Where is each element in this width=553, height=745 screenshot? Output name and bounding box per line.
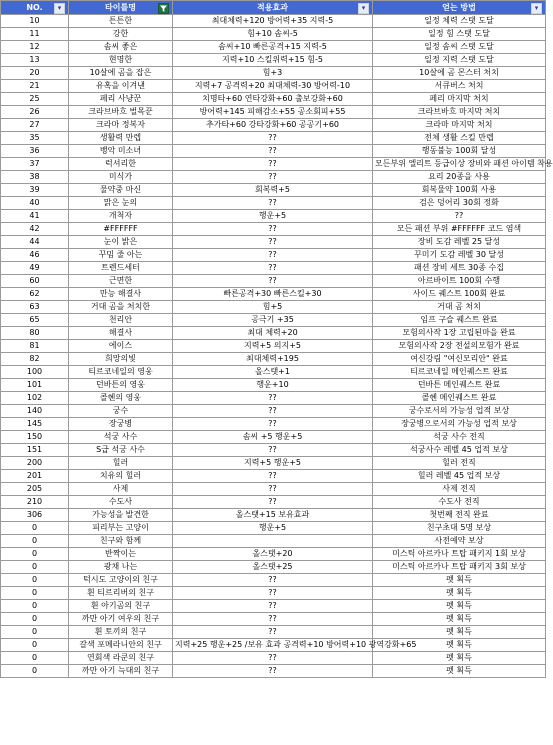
no-cell[interactable]: 81 xyxy=(1,340,69,353)
no-cell[interactable]: 210 xyxy=(1,496,69,509)
title-cell[interactable]: 던바튼의 영웅 xyxy=(69,379,173,392)
effect-cell[interactable]: ?? xyxy=(173,158,373,171)
title-cell[interactable]: 까만 아기 여우의 친구 xyxy=(69,613,173,626)
no-cell[interactable]: 102 xyxy=(1,392,69,405)
no-cell[interactable]: 151 xyxy=(1,444,69,457)
how-cell[interactable]: 펫 획득 xyxy=(373,639,546,652)
title-cell[interactable]: 튼튼한 xyxy=(69,15,173,28)
effect-cell[interactable]: ?? xyxy=(173,132,373,145)
effect-cell[interactable]: ?? xyxy=(173,665,373,678)
no-cell[interactable]: 0 xyxy=(1,639,69,652)
how-cell[interactable]: 수도사 전직 xyxy=(373,496,546,509)
title-cell[interactable]: 유혹을 이겨낸 xyxy=(69,80,173,93)
no-cell[interactable]: 100 xyxy=(1,366,69,379)
table-row xyxy=(1,301,546,314)
how-cell[interactable]: 석궁사수 레벨 45 업적 보상 xyxy=(373,444,546,457)
table-row xyxy=(1,197,546,210)
effect-cell[interactable]: ?? xyxy=(173,652,373,665)
effect-cell[interactable]: ?? xyxy=(173,145,373,158)
table-row xyxy=(1,15,546,28)
header-effect-label: 적용효과 xyxy=(257,2,288,12)
no-cell[interactable]: 306 xyxy=(1,509,69,522)
filter-dropdown-icon[interactable]: ▾ xyxy=(531,3,542,14)
effect-cell[interactable]: 행운+10 xyxy=(173,379,373,392)
table-row xyxy=(1,535,546,548)
how-cell[interactable]: 아르바이트 100회 수행 xyxy=(373,275,546,288)
title-cell[interactable]: 치유의 힐러 xyxy=(69,470,173,483)
effect-cell[interactable]: 행운+5 xyxy=(173,210,373,223)
title-cell[interactable]: 티르코네일의 영웅 xyxy=(69,366,173,379)
how-cell[interactable]: 페리 마지막 처치 xyxy=(373,93,546,106)
no-cell[interactable]: 36 xyxy=(1,145,69,158)
title-cell[interactable]: 크라브바흐 벌목꾼 xyxy=(69,106,173,119)
table-row xyxy=(1,262,546,275)
no-cell[interactable]: 201 xyxy=(1,470,69,483)
how-cell[interactable]: 사전예약 보상 xyxy=(373,535,546,548)
how-cell[interactable]: 10살에 곰 몬스터 처치 xyxy=(373,67,546,80)
title-cell[interactable]: #FFFFFF xyxy=(69,223,173,236)
effect-cell[interactable]: ?? xyxy=(173,574,373,587)
no-cell[interactable]: 42 xyxy=(1,223,69,236)
how-cell[interactable]: 일정 솜씨 스탯 도달 xyxy=(373,41,546,54)
table-row xyxy=(1,600,546,613)
table-row xyxy=(1,613,546,626)
no-cell[interactable]: 82 xyxy=(1,353,69,366)
effect-cell[interactable]: 추가타+60 강타강화+60 공공기+60 xyxy=(173,119,373,132)
no-cell[interactable]: 0 xyxy=(1,587,69,600)
title-cell[interactable]: 궁수 xyxy=(69,405,173,418)
table-row xyxy=(1,444,546,457)
table-row xyxy=(1,418,546,431)
effect-cell[interactable]: ?? xyxy=(173,470,373,483)
effect-cell[interactable]: ?? xyxy=(173,587,373,600)
how-cell[interactable]: 크라마 마지막 처치 xyxy=(373,119,546,132)
how-cell[interactable]: 친구초대 5명 보상 xyxy=(373,522,546,535)
no-cell[interactable]: 25 xyxy=(1,93,69,106)
title-cell[interactable]: 친구와 함께 xyxy=(69,535,173,548)
effect-cell[interactable]: 지력+5 의지+5 xyxy=(173,340,373,353)
title-cell[interactable]: 흰 토끼의 친구 xyxy=(69,626,173,639)
effect-cell[interactable]: 최대 체력+20 xyxy=(173,327,373,340)
table-row xyxy=(1,132,546,145)
title-cell[interactable]: 흰 티르리버의 친구 xyxy=(69,587,173,600)
title-cell[interactable]: 사제 xyxy=(69,483,173,496)
how-cell[interactable]: 일정 체력 스탯 도달 xyxy=(373,15,546,28)
title-cell[interactable]: 수도사 xyxy=(69,496,173,509)
header-no-label: NO. xyxy=(26,2,43,12)
table-row xyxy=(1,379,546,392)
title-cell[interactable]: 연회색 라쿤의 친구 xyxy=(69,652,173,665)
how-cell[interactable]: 서큐버스 처치 xyxy=(373,80,546,93)
table-row xyxy=(1,470,546,483)
no-cell[interactable]: 0 xyxy=(1,522,69,535)
no-cell[interactable]: 205 xyxy=(1,483,69,496)
effect-cell[interactable]: 방어력+145 피해감소+55 공소회피+55 xyxy=(173,106,373,119)
how-cell[interactable]: 펫 획득 xyxy=(373,600,546,613)
effect-cell[interactable]: 솜씨+10 빠른공격+15 지력-5 xyxy=(173,41,373,54)
no-cell[interactable]: 62 xyxy=(1,288,69,301)
how-cell[interactable]: 꾸미기 도감 레벨 30 달성 xyxy=(373,249,546,262)
how-cell[interactable]: ?? xyxy=(373,210,546,223)
title-cell[interactable]: 거대 곰을 처치한 xyxy=(69,301,173,314)
how-cell[interactable]: 첫번째 전직 완료 xyxy=(373,509,546,522)
no-cell[interactable]: 13 xyxy=(1,54,69,67)
how-cell[interactable]: 모든 패션 부위 #FFFFFF 코드 염색 xyxy=(373,223,546,236)
effect-cell[interactable]: 치명타+60 연타강화+60 출보강화+60 xyxy=(173,93,373,106)
title-cell[interactable]: 꾸밈 줄 아는 xyxy=(69,249,173,262)
effect-cell[interactable]: ?? xyxy=(173,613,373,626)
effect-cell[interactable]: 올스탯+20 xyxy=(173,548,373,561)
effect-cell[interactable]: 솜씨 +5 행운+5 xyxy=(173,431,373,444)
no-cell[interactable]: 80 xyxy=(1,327,69,340)
no-cell[interactable]: 0 xyxy=(1,535,69,548)
table-row xyxy=(1,496,546,509)
table-row xyxy=(1,353,546,366)
header-no[interactable] xyxy=(1,1,69,15)
no-cell[interactable]: 21 xyxy=(1,80,69,93)
effect-cell[interactable]: 지력+7 공격력+20 최대체력-30 방어력-10 xyxy=(173,80,373,93)
how-cell[interactable]: 미스틱 아르카나 트탑 패키지 3회 보상 xyxy=(373,561,546,574)
effect-cell[interactable]: 행운+5 xyxy=(173,522,373,535)
title-cell[interactable]: 맑은 눈의 xyxy=(69,197,173,210)
how-cell[interactable]: 패션 장비 세트 30종 수집 xyxy=(373,262,546,275)
table-row xyxy=(1,145,546,158)
no-cell[interactable]: 0 xyxy=(1,600,69,613)
no-cell[interactable]: 39 xyxy=(1,184,69,197)
filter-dropdown-icon[interactable]: ▾ xyxy=(358,3,369,14)
how-cell[interactable]: 힐러 레벨 45 업적 보상 xyxy=(373,470,546,483)
no-cell[interactable]: 0 xyxy=(1,613,69,626)
how-cell[interactable]: 힐러 전직 xyxy=(373,457,546,470)
effect-cell[interactable]: ?? xyxy=(173,496,373,509)
no-cell[interactable]: 27 xyxy=(1,119,69,132)
title-cell[interactable]: 장궁병 xyxy=(69,418,173,431)
title-cell[interactable]: 미식가 xyxy=(69,171,173,184)
effect-cell[interactable]: 힘+10 솜씨-5 xyxy=(173,28,373,41)
how-cell[interactable]: 펫 획득 xyxy=(373,652,546,665)
how-cell[interactable]: 크라브바흐 마지막 처치 xyxy=(373,106,546,119)
header-title[interactable] xyxy=(69,1,173,15)
table-row xyxy=(1,67,546,80)
title-cell[interactable]: 광채 나는 xyxy=(69,561,173,574)
how-cell[interactable]: 미스틱 아르카나 트탑 패키지 1회 보상 xyxy=(373,548,546,561)
how-cell[interactable]: 여신강림 "여신모리안" 완료 xyxy=(373,353,546,366)
table-row xyxy=(1,483,546,496)
how-cell[interactable]: 펫 획득 xyxy=(373,574,546,587)
no-cell[interactable]: 10 xyxy=(1,15,69,28)
table-row xyxy=(1,652,546,665)
table-row xyxy=(1,106,546,119)
effect-cell[interactable]: 빠른공격+30 빠른스킬+30 xyxy=(173,288,373,301)
filter-dropdown-icon[interactable]: ▾ xyxy=(54,3,65,14)
effect-cell[interactable]: 올스탯+15 보유효과 xyxy=(173,509,373,522)
how-cell[interactable]: 모든부위 엘리트 등급이상 장비와 패션 아이템 착용 xyxy=(373,158,546,171)
table-row xyxy=(1,158,546,171)
how-cell[interactable]: 펫 획득 xyxy=(373,665,546,678)
table-row xyxy=(1,236,546,249)
active-filter-icon[interactable] xyxy=(158,3,169,14)
title-cell[interactable]: 솜씨 좋은 xyxy=(69,41,173,54)
how-cell[interactable]: 석궁 사수 전직 xyxy=(373,431,546,444)
no-cell[interactable]: 37 xyxy=(1,158,69,171)
how-cell[interactable]: 사제 전직 xyxy=(373,483,546,496)
how-cell[interactable]: 펫 획득 xyxy=(373,613,546,626)
table-body xyxy=(1,15,553,678)
effect-cell[interactable]: 지력+5 행운+5 xyxy=(173,457,373,470)
no-cell[interactable]: 49 xyxy=(1,262,69,275)
no-cell[interactable]: 140 xyxy=(1,405,69,418)
title-cell[interactable]: 물약중 마신 xyxy=(69,184,173,197)
table-row xyxy=(1,457,546,470)
title-cell[interactable]: 가능성을 발견한 xyxy=(69,509,173,522)
how-cell[interactable]: 임프 구슬 퀘스트 완료 xyxy=(373,314,546,327)
table-row xyxy=(1,574,546,587)
how-cell[interactable]: 장궁병으로서의 가능성 업적 보상 xyxy=(373,418,546,431)
effect-cell[interactable]: 공극기 +35 xyxy=(173,314,373,327)
no-cell[interactable]: 46 xyxy=(1,249,69,262)
title-cell[interactable]: 생활력 만렙 xyxy=(69,132,173,145)
effect-cell[interactable]: 힘+3 xyxy=(173,67,373,80)
how-cell[interactable]: 요리 20종을 사용 xyxy=(373,171,546,184)
effect-cell[interactable]: ?? xyxy=(173,483,373,496)
table-row xyxy=(1,314,546,327)
title-cell[interactable]: 근면한 xyxy=(69,275,173,288)
table-row xyxy=(1,288,546,301)
how-cell[interactable]: 검은 덩어리 30회 정화 xyxy=(373,197,546,210)
table-row xyxy=(1,509,546,522)
title-cell[interactable]: 힐러 xyxy=(69,457,173,470)
effect-cell[interactable]: ?? xyxy=(173,405,373,418)
title-cell[interactable]: 에이스 xyxy=(69,340,173,353)
how-cell[interactable]: 티르코네일 메인퀘스트 완료 xyxy=(373,366,546,379)
title-cell[interactable]: 석궁 사수 xyxy=(69,431,173,444)
table-row xyxy=(1,431,546,444)
no-cell[interactable]: 44 xyxy=(1,236,69,249)
table-row xyxy=(1,548,546,561)
table-row xyxy=(1,340,546,353)
title-cell[interactable]: 천리안 xyxy=(69,314,173,327)
title-cell[interactable]: 트렌드세터 xyxy=(69,262,173,275)
no-cell[interactable]: 20 xyxy=(1,67,69,80)
no-cell[interactable]: 60 xyxy=(1,275,69,288)
table-row xyxy=(1,93,546,106)
effect-cell[interactable] xyxy=(173,535,373,548)
table-row xyxy=(1,223,546,236)
effect-cell[interactable]: 최대체력+120 방어력+35 지력-5 xyxy=(173,15,373,28)
title-cell[interactable]: 콜헨의 영웅 xyxy=(69,392,173,405)
no-cell[interactable]: 11 xyxy=(1,28,69,41)
table-row xyxy=(1,119,546,132)
no-cell[interactable]: 65 xyxy=(1,314,69,327)
table-row xyxy=(1,210,546,223)
title-cell[interactable]: 만능 해결사 xyxy=(69,288,173,301)
table-row xyxy=(1,249,546,262)
how-cell[interactable]: 모험의사작 2장 전설의모험가 완료 xyxy=(373,340,546,353)
how-cell[interactable]: 행동불능 100회 달성 xyxy=(373,145,546,158)
table-row xyxy=(1,28,546,41)
no-cell[interactable]: 145 xyxy=(1,418,69,431)
table-row xyxy=(1,275,546,288)
table-row xyxy=(1,327,546,340)
no-cell[interactable]: 0 xyxy=(1,574,69,587)
title-cell[interactable]: 10살에 곰을 잡은 xyxy=(69,67,173,80)
title-cell[interactable]: 개척자 xyxy=(69,210,173,223)
title-cell[interactable]: 희망의빛 xyxy=(69,353,173,366)
no-cell[interactable]: 150 xyxy=(1,431,69,444)
how-cell[interactable]: 궁수로서의 가능성 업적 보상 xyxy=(373,405,546,418)
header-title-label: 타이틀명 xyxy=(105,2,136,12)
effect-cell[interactable]: 올스탯+1 xyxy=(173,366,373,379)
header-row xyxy=(1,1,546,15)
table-row xyxy=(1,54,546,67)
title-cell[interactable]: 피리부는 고양이 xyxy=(69,522,173,535)
no-cell[interactable]: 38 xyxy=(1,171,69,184)
title-cell[interactable]: 현명한 xyxy=(69,54,173,67)
how-cell[interactable]: 거대 곰 처치 xyxy=(373,301,546,314)
table-row xyxy=(1,392,546,405)
no-cell[interactable]: 0 xyxy=(1,548,69,561)
table-row xyxy=(1,366,546,379)
no-cell[interactable]: 26 xyxy=(1,106,69,119)
how-cell[interactable]: 일정 지력 스탯 도달 xyxy=(373,54,546,67)
title-cell[interactable]: 해결사 xyxy=(69,327,173,340)
title-cell[interactable]: 턱시도 고양이의 친구 xyxy=(69,574,173,587)
title-cell[interactable]: 눈이 밝은 xyxy=(69,236,173,249)
table-row xyxy=(1,665,546,678)
table-row xyxy=(1,587,546,600)
table-row xyxy=(1,41,546,54)
how-cell[interactable]: 회복물약 100회 사용 xyxy=(373,184,546,197)
title-cell[interactable]: 럭셔리한 xyxy=(69,158,173,171)
effect-cell[interactable]: ?? xyxy=(173,275,373,288)
no-cell[interactable]: 63 xyxy=(1,301,69,314)
no-cell[interactable]: 41 xyxy=(1,210,69,223)
effect-cell[interactable]: 힘+5 xyxy=(173,301,373,314)
table-row xyxy=(1,522,546,535)
header-effect[interactable] xyxy=(173,1,373,15)
table-row xyxy=(1,184,546,197)
title-cell[interactable]: 갈색 포메라니안의 친구 xyxy=(69,639,173,652)
effect-cell[interactable]: ?? xyxy=(173,262,373,275)
title-cell[interactable]: 흰 아기곰의 친구 xyxy=(69,600,173,613)
effect-cell[interactable]: ?? xyxy=(173,223,373,236)
table-row xyxy=(1,80,546,93)
table-row xyxy=(1,171,546,184)
title-cell[interactable]: 뱅악 미소녀 xyxy=(69,145,173,158)
effect-cell[interactable]: ?? xyxy=(173,392,373,405)
how-cell[interactable]: 콜헨 메인퀘스트 완료 xyxy=(373,392,546,405)
title-cell[interactable]: 크라마 정복자 xyxy=(69,119,173,132)
effect-cell[interactable]: 지력+25 행운+25 /보유 효과 공격력+10 방어력+10 광역강화+65 xyxy=(173,639,373,652)
table-row xyxy=(1,626,546,639)
effect-cell[interactable]: ?? xyxy=(173,600,373,613)
effect-cell[interactable]: 회복력+5 xyxy=(173,184,373,197)
effect-cell[interactable]: 지력+10 스킬위력+15 힘-5 xyxy=(173,54,373,67)
effect-cell[interactable]: 최대체력+195 xyxy=(173,353,373,366)
no-cell[interactable]: 0 xyxy=(1,665,69,678)
title-cell[interactable]: 까만 아기 늑대의 친구 xyxy=(69,665,173,678)
how-cell[interactable]: 펫 획득 xyxy=(373,626,546,639)
header-how-label: 얻는 방법 xyxy=(442,2,476,12)
title-cell[interactable]: 강한 xyxy=(69,28,173,41)
effect-cell[interactable]: ?? xyxy=(173,236,373,249)
effect-cell[interactable]: ?? xyxy=(173,171,373,184)
effect-cell[interactable]: ?? xyxy=(173,249,373,262)
effect-cell[interactable]: ?? xyxy=(173,418,373,431)
no-cell[interactable]: 200 xyxy=(1,457,69,470)
no-cell[interactable]: 0 xyxy=(1,561,69,574)
how-cell[interactable]: 장비 도감 레벨 25 달성 xyxy=(373,236,546,249)
no-cell[interactable]: 35 xyxy=(1,132,69,145)
how-cell[interactable]: 사이드 퀘스트 100회 완료 xyxy=(373,288,546,301)
how-cell[interactable]: 일정 힘 스탯 도달 xyxy=(373,28,546,41)
effect-cell[interactable]: ?? xyxy=(173,197,373,210)
no-cell[interactable]: 0 xyxy=(1,626,69,639)
header-how[interactable] xyxy=(373,1,546,15)
no-cell[interactable]: 101 xyxy=(1,379,69,392)
how-cell[interactable]: 모험의사작 1장 고립된마을 완료 xyxy=(373,327,546,340)
how-cell[interactable]: 펫 획득 xyxy=(373,587,546,600)
no-cell[interactable]: 12 xyxy=(1,41,69,54)
title-cell[interactable]: 반짝이는 xyxy=(69,548,173,561)
how-cell[interactable]: 전체 생활 스킬 만렙 xyxy=(373,132,546,145)
no-cell[interactable]: 0 xyxy=(1,652,69,665)
title-cell[interactable]: S급 석궁 사수 xyxy=(69,444,173,457)
effect-cell[interactable]: ?? xyxy=(173,444,373,457)
effect-cell[interactable]: 올스탯+25 xyxy=(173,561,373,574)
table-row xyxy=(1,639,546,652)
title-cell[interactable]: 페리 사냥꾼 xyxy=(69,93,173,106)
table-row xyxy=(1,561,546,574)
effect-cell[interactable]: ?? xyxy=(173,626,373,639)
no-cell[interactable]: 40 xyxy=(1,197,69,210)
how-cell[interactable]: 던바튼 메인퀘스트 완료 xyxy=(373,379,546,392)
table-row xyxy=(1,405,546,418)
